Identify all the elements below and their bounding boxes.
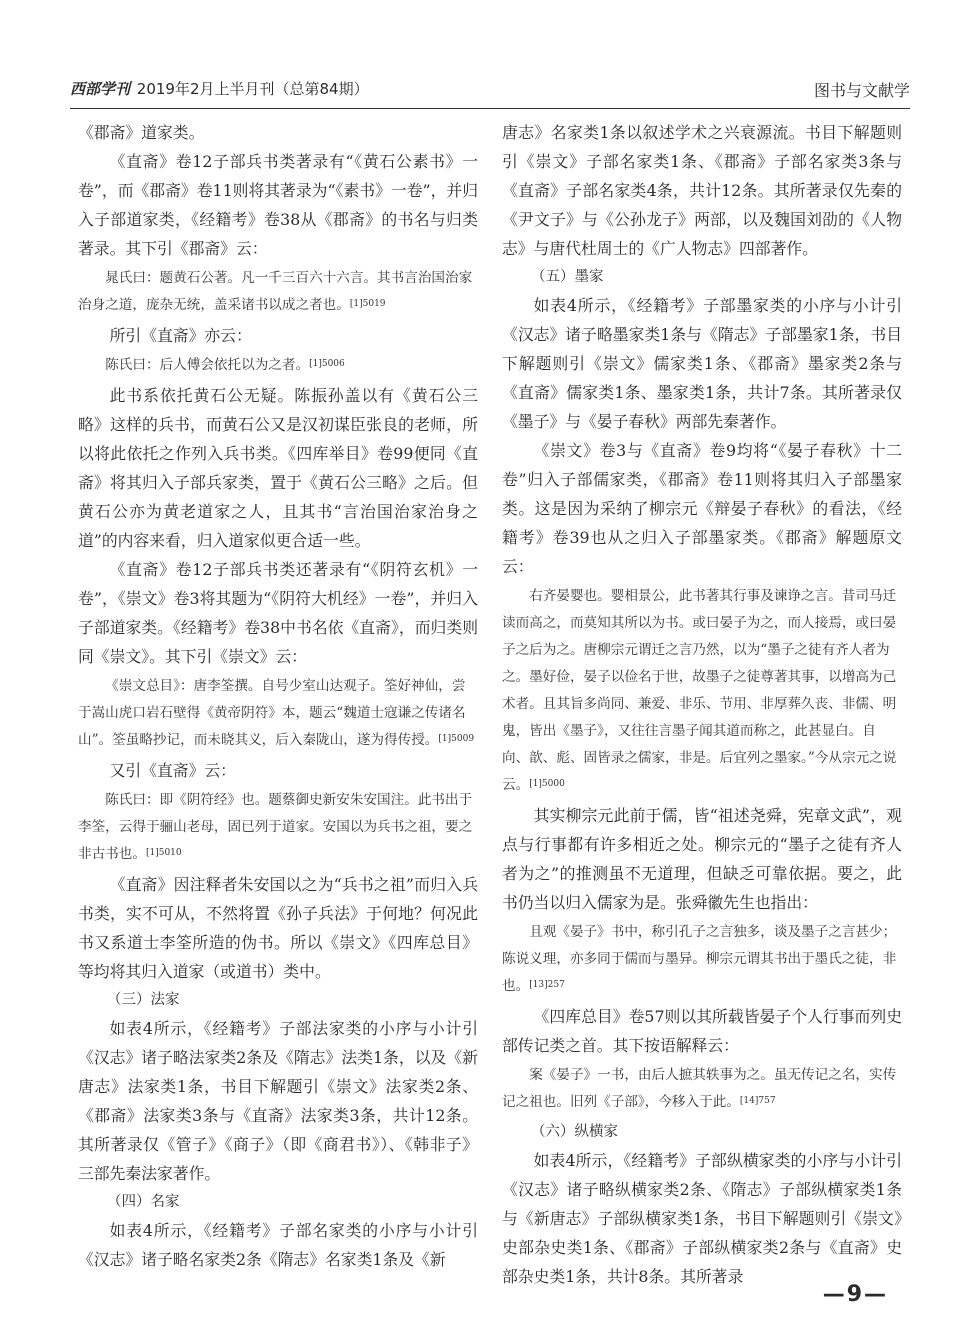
text: 所引《直斋》亦云： bbox=[109, 326, 252, 345]
text: 此书系依托黄石公无疑。陈振孙盖以有《黄石公三略》这样的兵书，而黄石公又是汉初谋臣张良的老师，所以将此依托之作列入兵书类。《四库举目》卷99便同《直斋》将其归入子部兵家类，置于《黄石公三略》之后。但黄石公亦为黄老道家之人，且其书“言治国治家治身之道”的内容来看，归入道家似更合适一些。 bbox=[78, 386, 478, 550]
paragraph bbox=[78, 1216, 478, 1274]
page-header bbox=[70, 74, 910, 104]
text: 晁氏曰：题黄石公著。凡一千三百六十六言。其书言治国治家治身之道，庞杂无统，盖采诸书以成之者也。 bbox=[78, 270, 473, 313]
paragraph bbox=[78, 381, 478, 555]
text: 且观《晏子》书中，称引孔子之言独多，谈及墨子之言甚少；陈说义理，亦多同于儒而与墨异。柳宗元谓其书出于墨氏之徒，非也。 bbox=[502, 924, 897, 994]
journal-name: 西部学刊 bbox=[70, 80, 131, 98]
citation-ref: [1]5009 bbox=[438, 734, 475, 744]
text: （四）名家 bbox=[107, 1194, 180, 1210]
citation-ref: [1]5010 bbox=[145, 848, 182, 858]
paragraph bbox=[78, 118, 478, 147]
block-quote bbox=[502, 919, 902, 1000]
text: 《直斋》卷12子部兵书类还著录有“《阴符玄机》一卷”，《崇文》卷3将其题为“《阴符大机经》一卷”，并归入子部道家类。《经籍考》卷38中书名依《直斋》，而归类则同《崇文》。其下引《崇文》云： bbox=[78, 560, 478, 666]
paragraph bbox=[502, 291, 902, 436]
page-number: —9— bbox=[822, 1282, 888, 1307]
paragraph bbox=[502, 1002, 902, 1060]
text: 陈氏曰：后人傅会依托以为之者。 bbox=[105, 357, 310, 373]
section-title: 图书与文献学 bbox=[813, 81, 910, 100]
block-quote bbox=[78, 787, 478, 868]
text: （六）纵横家 bbox=[531, 1124, 618, 1140]
text: 如表4所示，《经籍考》子部墨家类的小序与小计引《汉志》诸子略墨家类1条与《隋志》子部墨家1条，书目下解题则引《崇文》儒家类1条、《郡斋》墨家类2条与《直斋》儒家类1条、墨家类1条，共计7条。其所著录仅《墨子》与《晏子春秋》两部先秦著作。 bbox=[502, 296, 902, 431]
text: 如表4所示，《经籍考》子部名家类的小序与小计引《汉志》诸子略名家类2条《隋志》名家类1条及《新 bbox=[78, 1221, 478, 1269]
citation-ref: [13]257 bbox=[529, 980, 565, 990]
block-quote bbox=[78, 673, 478, 754]
text: 案《晏子》一书，由后人摭其轶事为之。虽无传记之名，实传记之祖也。旧列《子部》，今移入于此。 bbox=[502, 1067, 897, 1110]
right-column bbox=[502, 118, 902, 1291]
text: 陈氏曰：即《阴符经》也。题蔡御史新安朱安国注。此书出于李筌，云得于骊山老母，固已列于道家。安国以为兵书之祖，要之非古书也。 bbox=[78, 792, 473, 862]
section-heading bbox=[78, 1188, 478, 1216]
paragraph bbox=[78, 555, 478, 671]
paragraph bbox=[502, 1146, 902, 1291]
paragraph bbox=[502, 436, 902, 581]
issue-info: 2019年2月上半月刊（总第84期） bbox=[136, 80, 369, 98]
text: 《崇文总目》：唐李筌撰。自号少室山达观子。筌好神仙，尝于嵩山虎口岩石壁得《黄帝阴符》本，题云“魏道士寇谦之传诸名山”。筌虽略抄记，而未晓其义，后入秦陇山，遂为得传授。 bbox=[78, 678, 466, 748]
section-heading bbox=[502, 1118, 902, 1146]
left-column bbox=[78, 118, 478, 1274]
citation-ref: [1]5006 bbox=[309, 359, 345, 369]
header-rule bbox=[70, 108, 910, 109]
citation-ref: [14]757 bbox=[739, 1096, 776, 1106]
citation-ref: [1]5019 bbox=[349, 299, 386, 309]
text: 如表4所示，《经籍考》子部纵横家类的小序与小计引《汉志》诸子略纵横家类2条、《隋志》子部纵横家类1条与《新唐志》子部纵横家类1条，书目下解题则引《崇文》史部杂史类1条、《郡斋》子部纵横家类2条与《直斋》史部杂史类1条，共计8条。其所著录 bbox=[502, 1151, 902, 1286]
text: 《郡斋》道家类。 bbox=[78, 123, 205, 142]
block-quote bbox=[78, 265, 478, 319]
text: 如表4所示，《经籍考》子部法家类的小序与小计引《汉志》诸子略法家类2条及《隋志》法类1条，以及《新唐志》法家类1条，书目下解题引《崇文》法家类2条、《郡斋》法家类3条与《直斋》法家类3条，共计12条。其所著录仅《管子》《商子》（即《商君书》）、《韩非子》三部先秦法家著作。 bbox=[78, 1019, 478, 1183]
block-quote bbox=[502, 1062, 902, 1116]
text: 《崇文》卷3与《直斋》卷9均将“《晏子春秋》十二卷”归入子部儒家类，《郡斋》卷11则将其归入子部墨家类。这是因为采纳了柳宗元《辩晏子春秋》的看法，《经籍考》卷39也从之归入子部墨家类。《郡斋》解题原文云： bbox=[502, 441, 902, 576]
text: 《直斋》卷12子部兵书类著录有“《黄石公素书》一卷”，而《郡斋》卷11则将其著录为“《素书》一卷”，并归入子部道家类，《经籍考》卷38从《郡斋》的书名与归类著录。其下引《郡斋》云： bbox=[78, 152, 478, 258]
text: 《直斋》因注释者朱安国以之为“兵书之祖”而归入兵书类，实不可从，不然将置《孙子兵法》于何地？何况此书又系道士李筌所造的伪书。所以《崇文》《四库总目》等均将其归入道家（或道书）类中。 bbox=[78, 875, 478, 981]
text: （五）墨家 bbox=[531, 269, 604, 285]
paragraph bbox=[78, 870, 478, 986]
text: 其实柳宗元此前于儒，皆“祖述尧舜，宪章文武”，观点与行事都有许多相近之处。柳宗元的“墨子之徒有齐人者为之”的推测虽不无道理，但缺乏可靠依据。要之，此书仍当以归入儒家为是。张舜徽先生也指出： bbox=[502, 806, 902, 912]
text: （三）法家 bbox=[107, 992, 180, 1008]
paragraph bbox=[502, 801, 902, 917]
paragraph bbox=[78, 147, 478, 263]
citation-ref: [1]5000 bbox=[529, 779, 565, 789]
text: 又引《直斋》云： bbox=[109, 761, 236, 780]
block-quote bbox=[78, 352, 478, 379]
text: 唐志》名家类1条以叙述学术之兴衰源流。书目下解题则引《崇文》子部名家类1条、《郡斋》子部名家类3条与《直斋》子部名家类4条，共计12条。其所著录仅先秦的《尹文子》与《公孙龙子》两部，以及魏国刘劭的《人物志》与唐代杜周士的《广人物志》四部著作。 bbox=[502, 123, 902, 258]
text: 右齐晏婴也。婴相景公，此书著其行事及谏诤之言。昔司马迁读而高之，而莫知其所以为书。或曰晏子为之，而人接焉，或曰晏子之后为之。唐柳宗元谓迁之言乃然，以为“墨子之徒有齐人者为之。墨好俭，晏子以俭名于世，故墨子之徒尊著其事，以增高为己术者。且其旨多尚同、兼爱、非乐、节用、非厚葬久丧、非儒、明鬼，皆出《墨子》，又往往言墨子闻其道而称之，此甚显白。自向、歆、彪、固皆录之儒家，非是。后宜列之墨家。”今从宗元之说云。 bbox=[502, 588, 897, 793]
text: 《四库总目》卷57则以其所载皆晏子个人行事而列史部传记类之首。其下按语解释云： bbox=[502, 1007, 902, 1055]
section-heading bbox=[502, 263, 902, 291]
header-journal-info bbox=[70, 78, 369, 99]
paragraph bbox=[78, 756, 478, 785]
section-heading bbox=[78, 986, 478, 1014]
paragraph bbox=[78, 321, 478, 350]
paragraph bbox=[502, 118, 902, 263]
block-quote bbox=[502, 583, 902, 799]
paragraph bbox=[78, 1014, 478, 1188]
